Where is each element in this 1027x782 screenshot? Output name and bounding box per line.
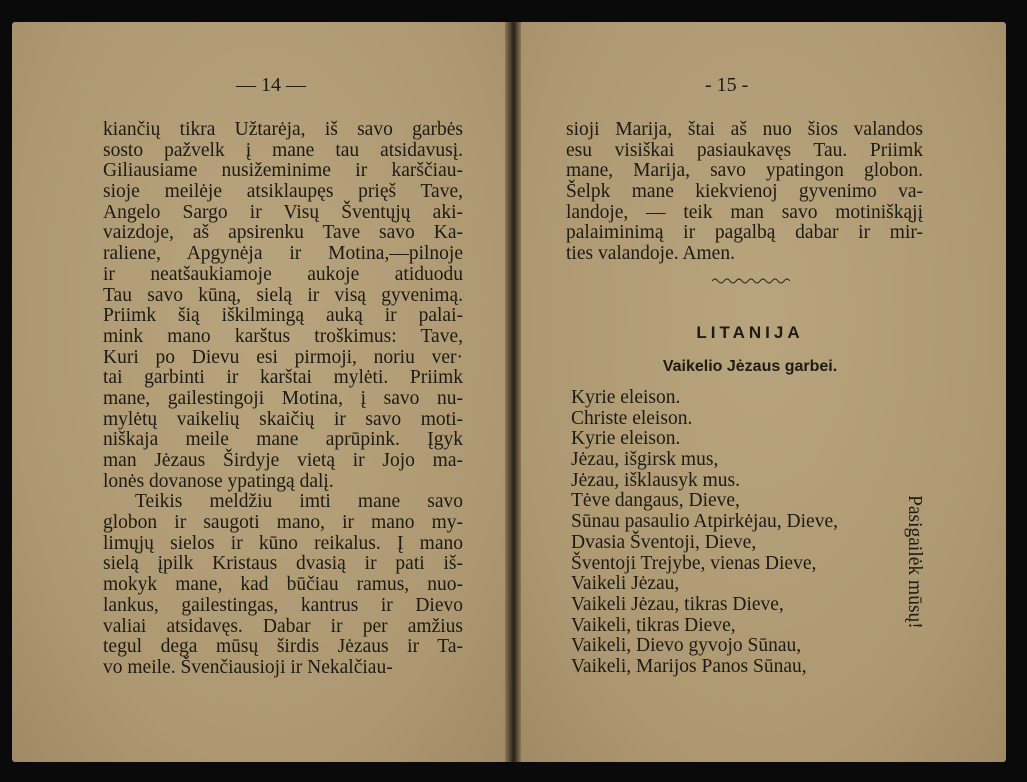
litany-line: Kyrie eleison.	[571, 387, 681, 408]
text-line: Tau savo kūną, sielą ir visą gyvenimą.	[103, 284, 463, 306]
text-line: sielą įpilk Kristaus dvasią ir pati iš-	[103, 553, 463, 575]
litany-list	[571, 388, 901, 678]
litany-line: Dvasia Šventoji, Dieve,	[571, 531, 757, 553]
text-line: raliene, Apgynėja ir Motina,—pilnoje	[103, 243, 463, 265]
text-line: Šelpk mane kiekvienoj gyvenimo va-	[566, 181, 923, 203]
litany-response: Pasigailėk mūsų!	[904, 495, 925, 629]
litany-line: Vaikeli, Marijos Panos Sūnau,	[571, 655, 807, 677]
page-number-left: — 14 —	[236, 74, 306, 96]
text-line: niškaja meile mane aprūpink. Įgyk	[103, 429, 463, 451]
text-line: Kuri po Dievu esi pirmoji, noriu ver·	[103, 346, 463, 368]
text-line: sioji Marija, štai aš nuo šios valandos	[566, 119, 923, 140]
text-line: mokyk mane, kad būčiau ramus, nuo-	[103, 574, 463, 596]
text-line: lonės dovanose ypatingą dalį.	[103, 470, 334, 492]
text-line: lankus, gailestingas, kantrus ir Dievo	[103, 594, 463, 616]
text-line: sosto pažvelk į mane tau atsidavusį.	[103, 139, 463, 161]
litany-line: Christe eleison.	[571, 407, 693, 429]
litany-subheading: Vaikelio Jėzaus garbei.	[662, 358, 838, 375]
book-spine	[505, 22, 521, 762]
text-line: Teikis meldžiu imti mane savo	[135, 491, 463, 513]
litany-heading: LITANIJA	[696, 323, 804, 342]
text-line: ties valandoje. Amen.	[566, 243, 735, 265]
text-line: man Jėzaus Širdyje vietą ir Jojo ma-	[103, 450, 463, 471]
litany-line: Vaikeli Jėzau,	[571, 573, 680, 595]
litany-line: Jėzau, išklausyk mus.	[571, 469, 740, 491]
litany-line: Kyrie eleison.	[571, 428, 681, 450]
litany-line: Sūnau pasaulio Atpirkėjau, Dieve,	[571, 511, 838, 533]
text-line: vo meile. Švenčiausioji ir Nekalčiau-	[103, 656, 393, 678]
litany-line: Tėve dangaus, Dieve,	[571, 490, 740, 512]
text-line: Priimk šią iškilmingą auką ir palai-	[103, 305, 463, 327]
text-line: mane, Marija, savo ypatingon globon.	[566, 160, 923, 182]
right-body-text	[566, 120, 923, 265]
litany-line: Vaikeli, Dievo gyvojo Sūnau,	[571, 635, 802, 657]
left-body-text	[103, 120, 463, 679]
text-line: ir neatšaukiamoje aukoje atiduodu	[103, 263, 463, 285]
text-line: mane, gailestingoji Motina, į savo nu-	[103, 387, 463, 409]
litany-line: Jėzau, išgirsk mus,	[571, 449, 719, 471]
page-number-right: - 15 -	[705, 74, 749, 96]
text-line: Giliausiame nusižeminime ir karščiau-	[103, 160, 463, 182]
text-line: limųjų sielos ir kūno reikalus. Į mano	[103, 532, 463, 554]
text-line: mylėtų vaikelių skaičių ir savo moti-	[103, 408, 463, 430]
text-line: Angelo Sargo ir Visų Šventųjų aki-	[103, 201, 463, 223]
litany-line: Vaikeli Jėzau, tikras Dieve,	[571, 593, 784, 615]
litany-line: Šventoji Trejybe, vienas Dieve,	[571, 552, 817, 574]
ornament-divider	[712, 276, 790, 286]
text-line: kiančių tikra Užtarėja, iš savo garbės	[103, 119, 463, 140]
text-line: mink mano karštus troškimus: Tave,	[103, 325, 463, 347]
text-line: vaizdoje, aš apsirenku Tave savo Ka-	[103, 222, 463, 244]
litany-line: Vaikeli, tikras Dieve,	[571, 614, 736, 636]
text-line: palaiminimą ir pagalbą dabar ir mir-	[566, 222, 923, 244]
text-line: esu visiškai pasiaukavęs Tau. Priimk	[566, 139, 923, 161]
text-line: valiai atsidavęs. Dabar ir per amžius	[103, 615, 463, 637]
text-line: landoje, — teik man savo motiniškąjį	[566, 201, 923, 223]
text-line: tai garbinti ir karštai mylėti. Priimk	[103, 367, 463, 389]
text-line: tegul dega mūsų širdis Jėzaus ir Ta-	[103, 636, 463, 658]
text-line: sioje meilėje atsiklaupęs prięš Tave,	[103, 181, 463, 203]
text-line: globon ir saugoti mano, ir mano my-	[103, 512, 463, 534]
